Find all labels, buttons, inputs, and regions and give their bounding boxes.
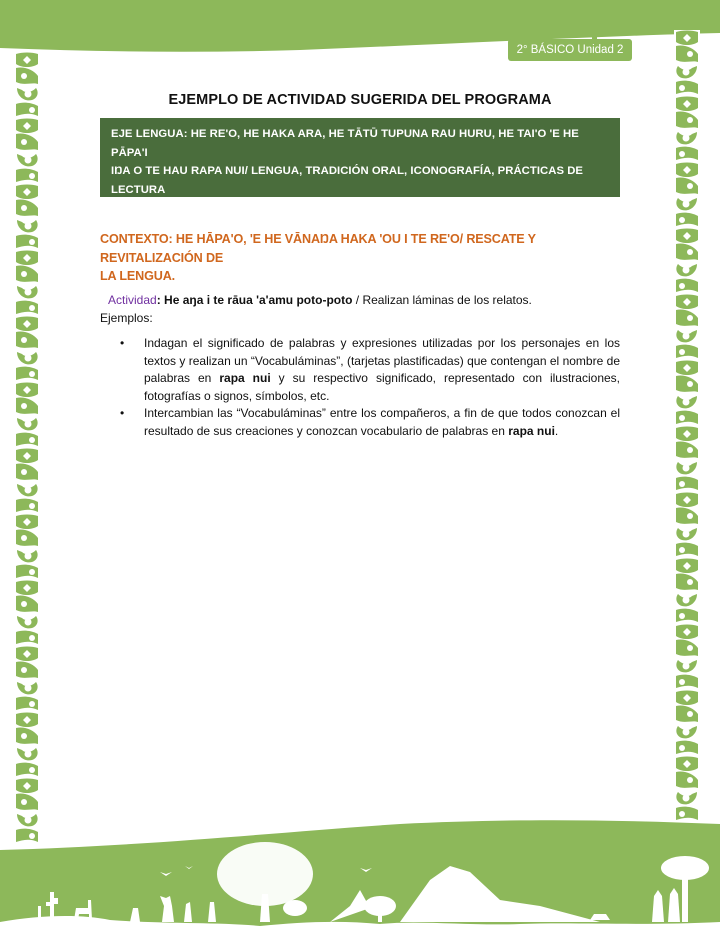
- item-text: Indagan el significado de palabras y expresiones utilizadas por los personajes en los textos y realizan un “Vocabuláminas”, (tarjetas plastificadas) que contengan el nombre de palabras en: [144, 336, 620, 385]
- contexto-line: LA LENGUA.: [100, 269, 175, 283]
- actividad-label: Actividad: [108, 293, 157, 307]
- ejemplos-label: Ejemplos:: [100, 311, 153, 325]
- eje-line: EJE LENGUA: HE RE'O, HE HAKA ARA, HE TĀTŪ TUPUNA RAU HURU, HE TAI'O 'E HE PĀPA'I: [111, 128, 579, 159]
- item-bold: rapa nui: [508, 423, 555, 438]
- item-text: y su respectivo significado, representado con ilustraciones, fotografías o signos, símbolos, etc.: [144, 371, 621, 403]
- item-text: .: [554, 423, 559, 438]
- page-title: EJEMPLO DE ACTIVIDAD SUGERIDA DEL PROGRAMA: [168, 92, 552, 108]
- bullet-icon: •: [120, 406, 125, 420]
- actividad-title: He aŋa i te rāua 'a'amu poto-poto: [164, 293, 353, 307]
- contexto-heading: [100, 230, 630, 286]
- examples-list: [118, 335, 620, 440]
- eje-box: [100, 118, 620, 214]
- contexto-line: CONTEXTO: HE HĀPA'O, 'E HE VĀNAŊA HAKA 'OU I TE RE'O/ RESCATE Y REVITALIZACIÓN DE: [100, 232, 536, 265]
- list-item: [118, 405, 620, 440]
- actividad-colon: :: [156, 293, 161, 307]
- left-ornament-border-icon: [14, 52, 40, 844]
- bullet-icon: •: [120, 336, 125, 350]
- list-item: [118, 335, 620, 405]
- actividad-description: Realizan láminas de los relatos.: [362, 293, 532, 307]
- right-ornament-border-icon: [674, 30, 700, 822]
- item-bold: rapa nui: [219, 371, 271, 385]
- footer-landscape-illustration-icon: [0, 810, 720, 932]
- actividad-separator: /: [352, 293, 363, 307]
- eje-line: IŊA O TE HAU RAPA NUI/ LENGUA, TRADICIÓN ORAL, ICONOGRAFÍA, PRÁCTICAS DE LECTURA: [111, 165, 584, 196]
- actividad-line: [108, 292, 628, 308]
- item-text: Intercambian las “Vocabuláminas” entre los compañeros, a fin de que todos conozcan el resultado de sus creaciones y conozcan vocabulario de palabras en: [144, 406, 620, 438]
- eje-line: Y ESCRITURA DE LOS PUEBLOS ORIGINARIOS.: [111, 202, 375, 214]
- grade-badge: 2° BÁSICO Unidad 2: [508, 39, 632, 61]
